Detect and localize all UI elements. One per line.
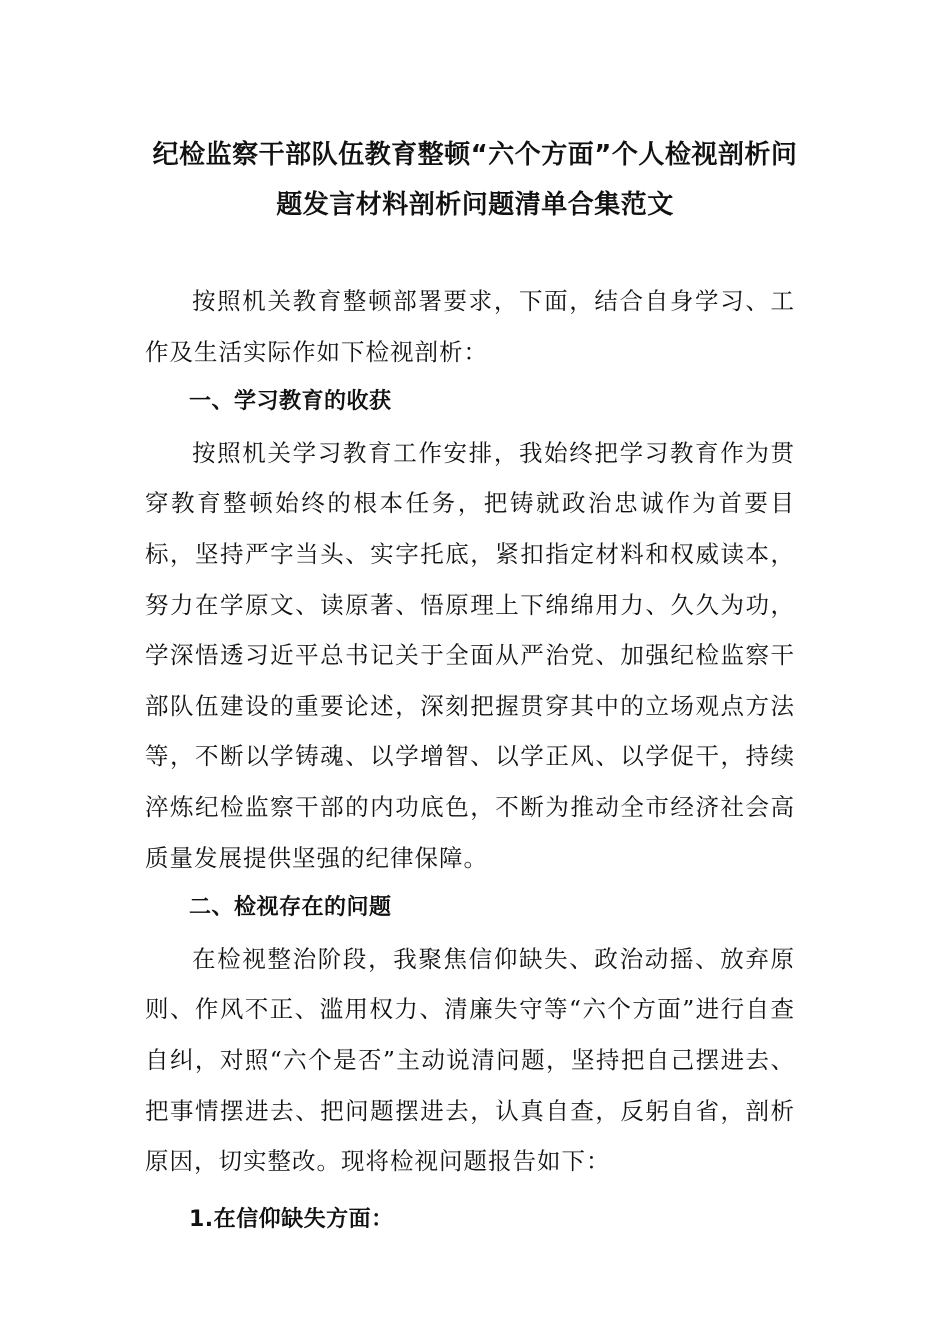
subsection-heading-1: 1.在信仰缺失方面： [189, 1206, 394, 1232]
section-1-paragraph: 按照机关学习教育工作安排，我始终把学习教育作为贯穿教育整顿始终的根本任务，把铸就政治忠诚作为首要目标，坚持严字当头、实字托底，紧扣指定材料和权威读本，努力在学原文、读原著、悟原理上下绵绵用力、久久为功，学深悟透习近平总书记关于全面从严治党、加强纪检监察干部队伍建设的重要论述，深刻把握贯穿其中的立场观点方法等，不断以学铸魂、以学增智、以学正风、以学促干，持续淬炼纪检监察干部的内功底色，不断为推动全市经济社会高质量发展提供坚强的纪律保障。 [145, 438, 795, 872]
section-heading-2: 二、检视存在的问题 [189, 895, 392, 921]
title-line-2: 题发言材料剖析问题清单合集范文 [276, 190, 674, 220]
document-title [140, 130, 810, 230]
section-2-paragraph: 在检视整治阶段，我聚焦信仰缺失、政治动摇、放弃原则、作风不正、滥用权力、清廉失守等“六个方面”进行自查自纠，对照“六个是否”主动说清问题，坚持把自己摆进去、把事情摆进去、把问题摆进去，认真自查，反躬自省，剖析原因，切实整改。现将检视问题报告如下： [145, 944, 795, 1176]
document-body [145, 276, 795, 1245]
title-line-1: 纪检监察干部队伍教育整顿“六个方面”个人检视剖析问 [152, 140, 798, 170]
intro-paragraph: 按照机关教育整顿部署要求，下面，结合自身学习、工作及生活实际作如下检视剖析： [145, 287, 795, 366]
section-heading-1: 一、学习教育的收获 [189, 389, 392, 415]
